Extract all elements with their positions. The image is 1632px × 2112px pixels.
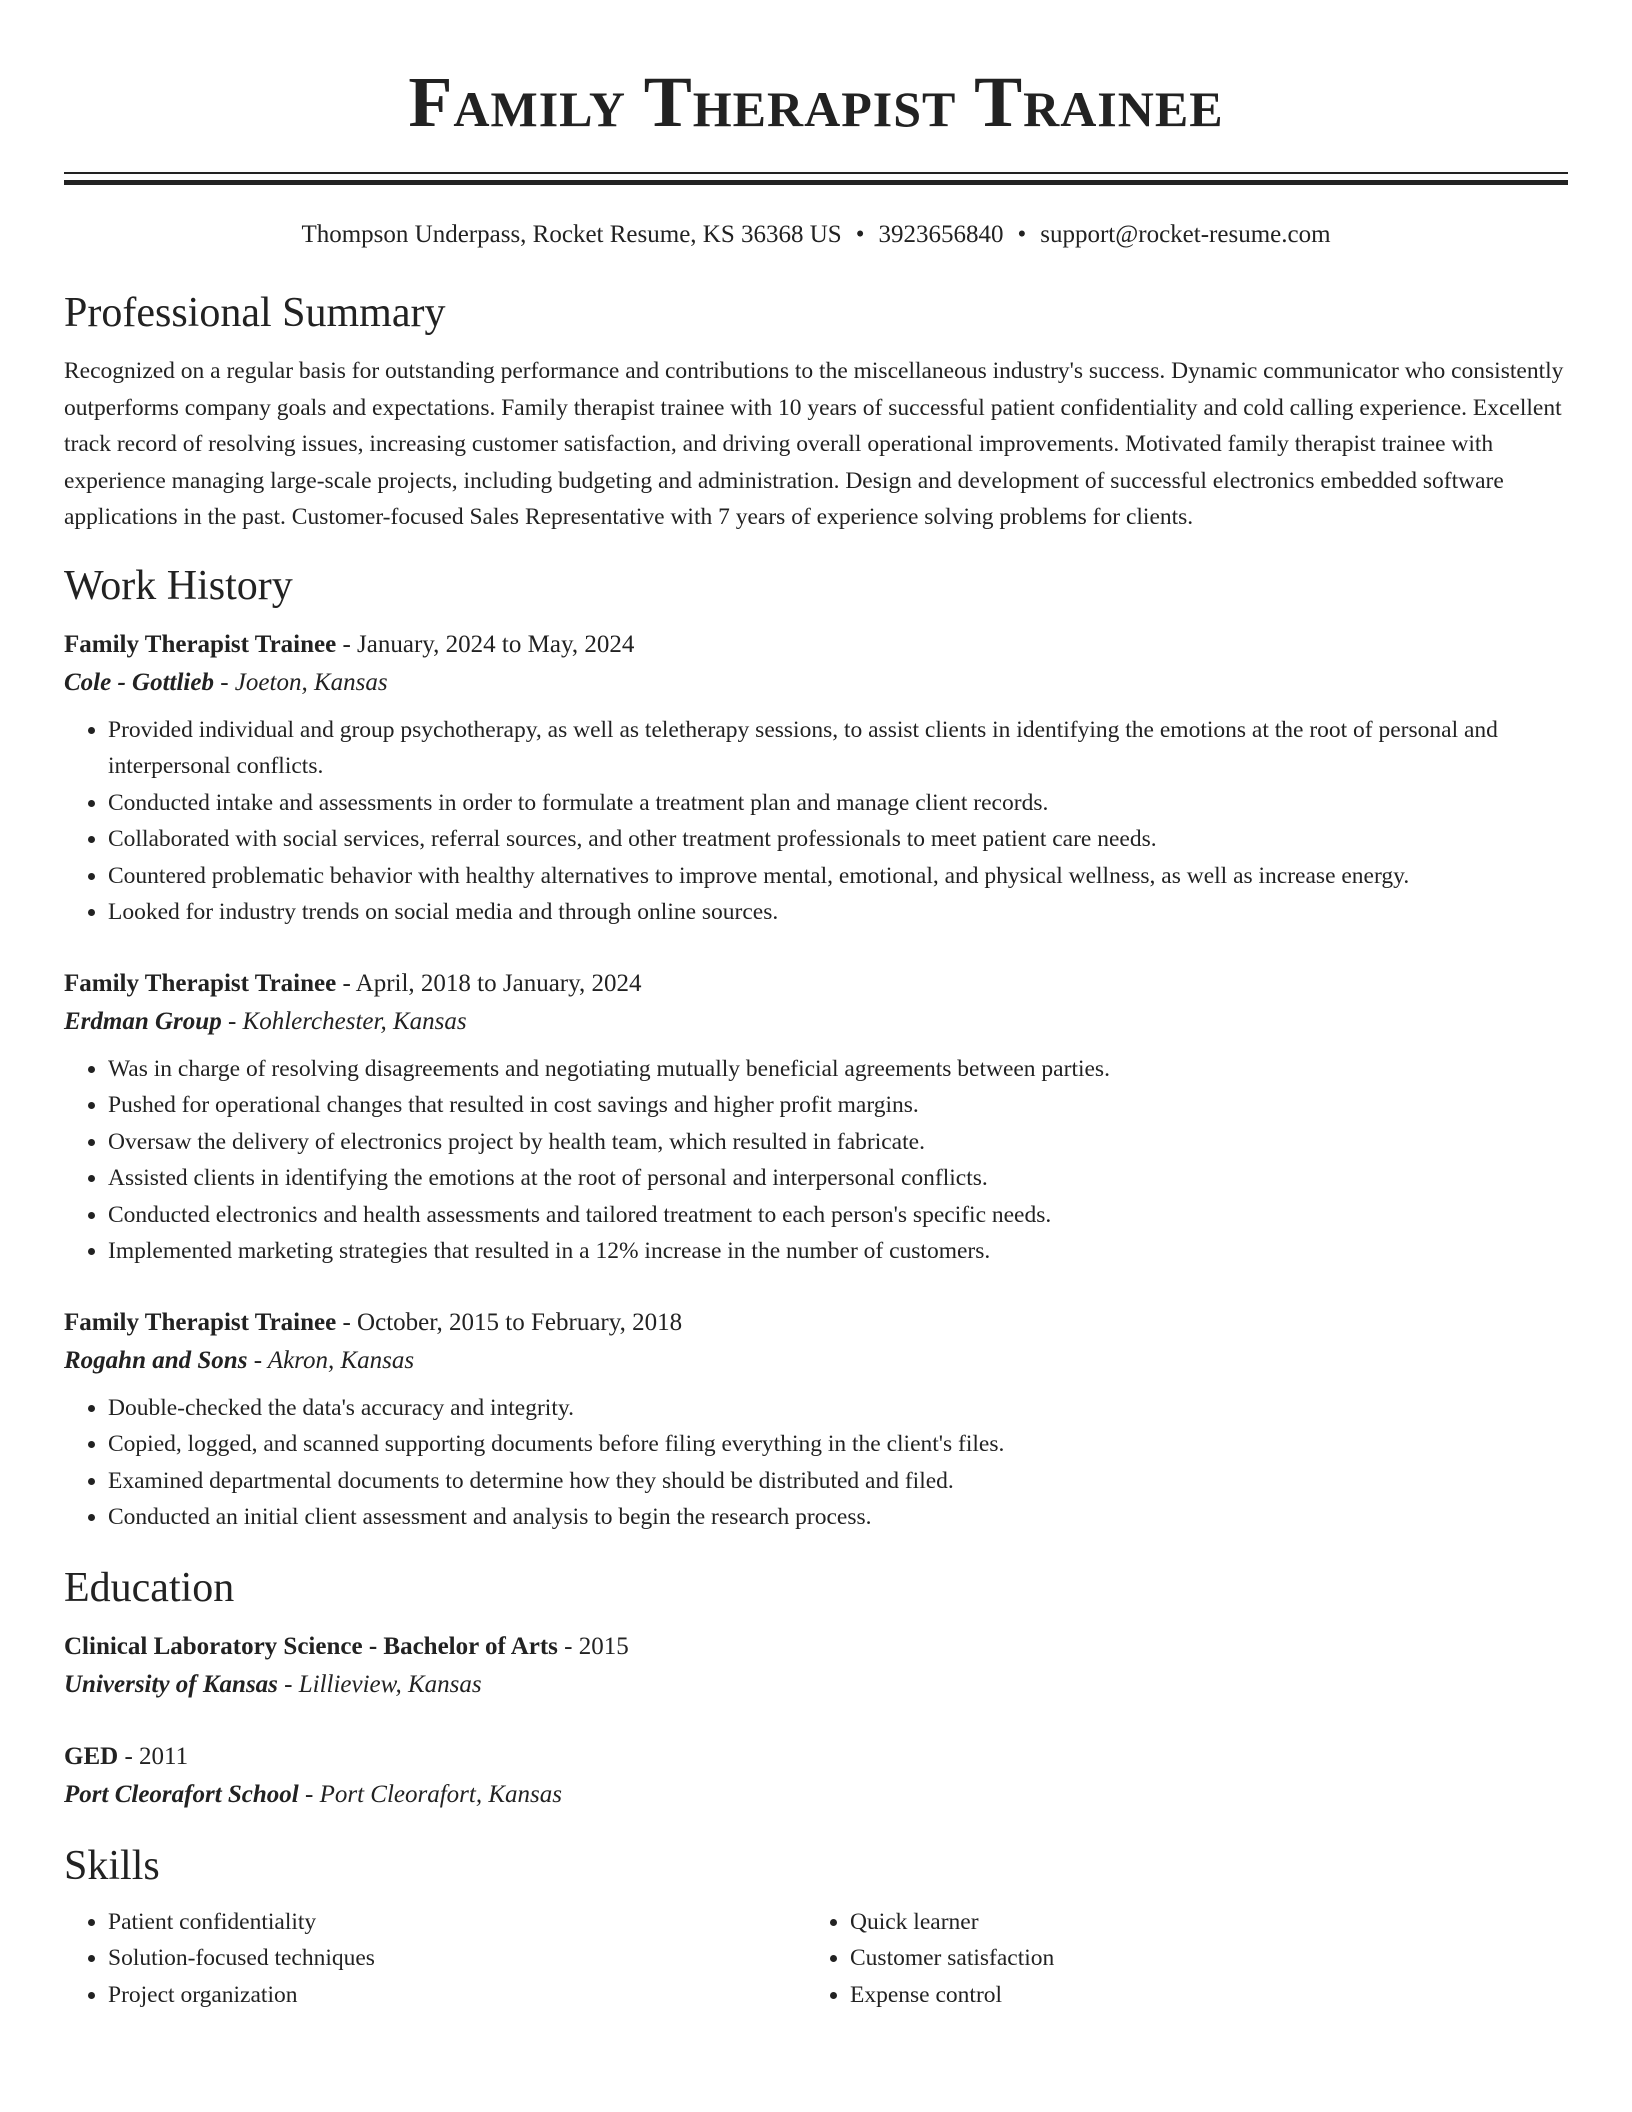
skills-heading: Skills [64, 1842, 160, 1889]
job-dates: - April, 2018 to January, 2024 [336, 969, 642, 997]
job-title: Family Therapist Trainee [64, 969, 337, 997]
education-location: - Port Cleorafort, Kansas [298, 1780, 562, 1808]
job-location: - Kohlerchester, Kansas [221, 1007, 467, 1035]
contact-line [64, 219, 1568, 251]
job-company: Cole - Gottlieb [64, 668, 214, 696]
job-title-line [64, 965, 1568, 1003]
job-duty: • Collaborated with social services, referral sources, and other treatment professionals to meet patient care needs. [108, 821, 1568, 858]
job-duty: • Oversaw the delivery of electronics project by health team, which resulted in fabricate. [108, 1124, 1568, 1161]
job-duty: • Conducted intake and assessments in order to formulate a treatment plan and manage client records. [108, 785, 1568, 822]
job-duty: • Provided individual and group psychotherapy, as well as teletherapy sessions, to assist clients in identifying the emotions at the root of personal and interpersonal conflicts. [108, 712, 1568, 785]
education-school: Port Cleorafort School [64, 1780, 299, 1808]
job-title-line [64, 1304, 1568, 1342]
education-location: - Lillieview, Kansas [277, 1670, 482, 1698]
skill-item: • Project organization [108, 1977, 806, 2014]
contact-phone: 3923656840 [878, 221, 1004, 248]
skills-column-right [806, 1904, 1548, 2014]
contact-separator: • [855, 221, 865, 248]
job-company-line [64, 664, 1568, 702]
job-title-line [64, 626, 1568, 664]
title-divider-thin [64, 172, 1568, 174]
job-dates: - October, 2015 to February, 2018 [336, 1308, 683, 1336]
skills-list [806, 1904, 1548, 2014]
skill-item: • Solution-focused techniques [108, 1940, 806, 1977]
education-degree: GED [64, 1742, 119, 1770]
resume-page [64, 0, 1568, 2013]
education-school-line [64, 1776, 1568, 1814]
education-entry [64, 1628, 1568, 1704]
job-company: Erdman Group [64, 1007, 222, 1035]
education-year: - 2011 [118, 1742, 189, 1770]
job-duties-list [64, 1390, 1568, 1536]
job-duty: • Conducted electronics and health assessments and tailored treatment to each person's specific needs. [108, 1197, 1568, 1234]
job-location: - Akron, Kansas [247, 1346, 415, 1374]
job-duty: • Copied, logged, and scanned supporting documents before filing everything in the client's files. [108, 1426, 1568, 1463]
job-company: Rogahn and Sons [64, 1346, 248, 1374]
job-duty: • Looked for industry trends on social media and through online sources. [108, 894, 1568, 931]
job-title: Family Therapist Trainee [64, 1308, 337, 1336]
job-duty: • Pushed for operational changes that resulted in cost savings and higher profit margins. [108, 1087, 1568, 1124]
job-duties-list [64, 712, 1568, 931]
title-divider-thick [64, 180, 1568, 185]
job-duty: • Conducted an initial client assessment and analysis to begin the research process. [108, 1499, 1568, 1536]
skills-grid [64, 1904, 1568, 2014]
skills-column-left [64, 1904, 806, 2014]
education-year: - 2015 [557, 1632, 629, 1660]
job-entry [64, 626, 1568, 931]
education-school: University of Kansas [64, 1670, 278, 1698]
job-duty: • Countered problematic behavior with healthy alternatives to improve mental, emotional, and physical wellness, as well as increase energy. [108, 858, 1568, 895]
job-duty: • Implemented marketing strategies that resulted in a 12% increase in the number of customers. [108, 1233, 1568, 1270]
skill-item: • Patient confidentiality [108, 1904, 806, 1941]
job-company-line [64, 1003, 1568, 1041]
resume-title: Family Therapist Trainee [408, 62, 1224, 142]
education-degree-line [64, 1628, 1568, 1666]
skill-item: • Expense control [850, 1977, 1548, 2014]
education-heading: Education [64, 1564, 235, 1611]
job-duty: • Assisted clients in identifying the emotions at the root of personal and interpersonal conflicts. [108, 1160, 1568, 1197]
education-school-line [64, 1666, 1568, 1704]
education-degree-line [64, 1738, 1568, 1776]
job-location: - Joeton, Kansas [213, 668, 388, 696]
job-duty: • Double-checked the data's accuracy and integrity. [108, 1390, 1568, 1427]
job-duty: • Examined departmental documents to determine how they should be distributed and filed. [108, 1463, 1568, 1500]
job-duty: • Was in charge of resolving disagreements and negotiating mutually beneficial agreements between parties. [108, 1051, 1568, 1088]
job-entry [64, 965, 1568, 1270]
education-degree: Clinical Laboratory Science - Bachelor of Arts [64, 1632, 558, 1660]
job-company-line [64, 1342, 1568, 1380]
contact-email: support@rocket-resume.com [1040, 221, 1331, 248]
job-title: Family Therapist Trainee [64, 630, 337, 658]
skill-item: • Customer satisfaction [850, 1940, 1548, 1977]
education-entry [64, 1738, 1568, 1814]
work-history-heading: Work History [64, 562, 293, 609]
summary-heading: Professional Summary [64, 290, 446, 336]
skills-list [64, 1904, 806, 2014]
job-entry [64, 1304, 1568, 1536]
summary-text: Recognized on a regular basis for outstanding performance and contributions to the miscellaneous industry's success. Dynamic communicator who consistently outperforms company goals and expectations. Family therapist trainee with 10 years of successful patient confidentiality and cold calling experience. Excellent track record of resolving issues, increasing customer satisfaction, and driving overall operational improvements. Motivated family therapist trainee with experience managing large-scale projects, including budgeting and administration. Design and development of successful electronics embedded software applications in the past. Customer-focused Sales Representative with 7 years of experience solving problems for clients. [64, 358, 1564, 530]
contact-separator: • [1017, 221, 1027, 248]
job-duties-list [64, 1051, 1568, 1270]
skill-item: • Quick learner [850, 1904, 1548, 1941]
job-dates: - January, 2024 to May, 2024 [336, 630, 635, 658]
contact-address: Thompson Underpass, Rocket Resume, KS 36368 US [301, 221, 842, 248]
